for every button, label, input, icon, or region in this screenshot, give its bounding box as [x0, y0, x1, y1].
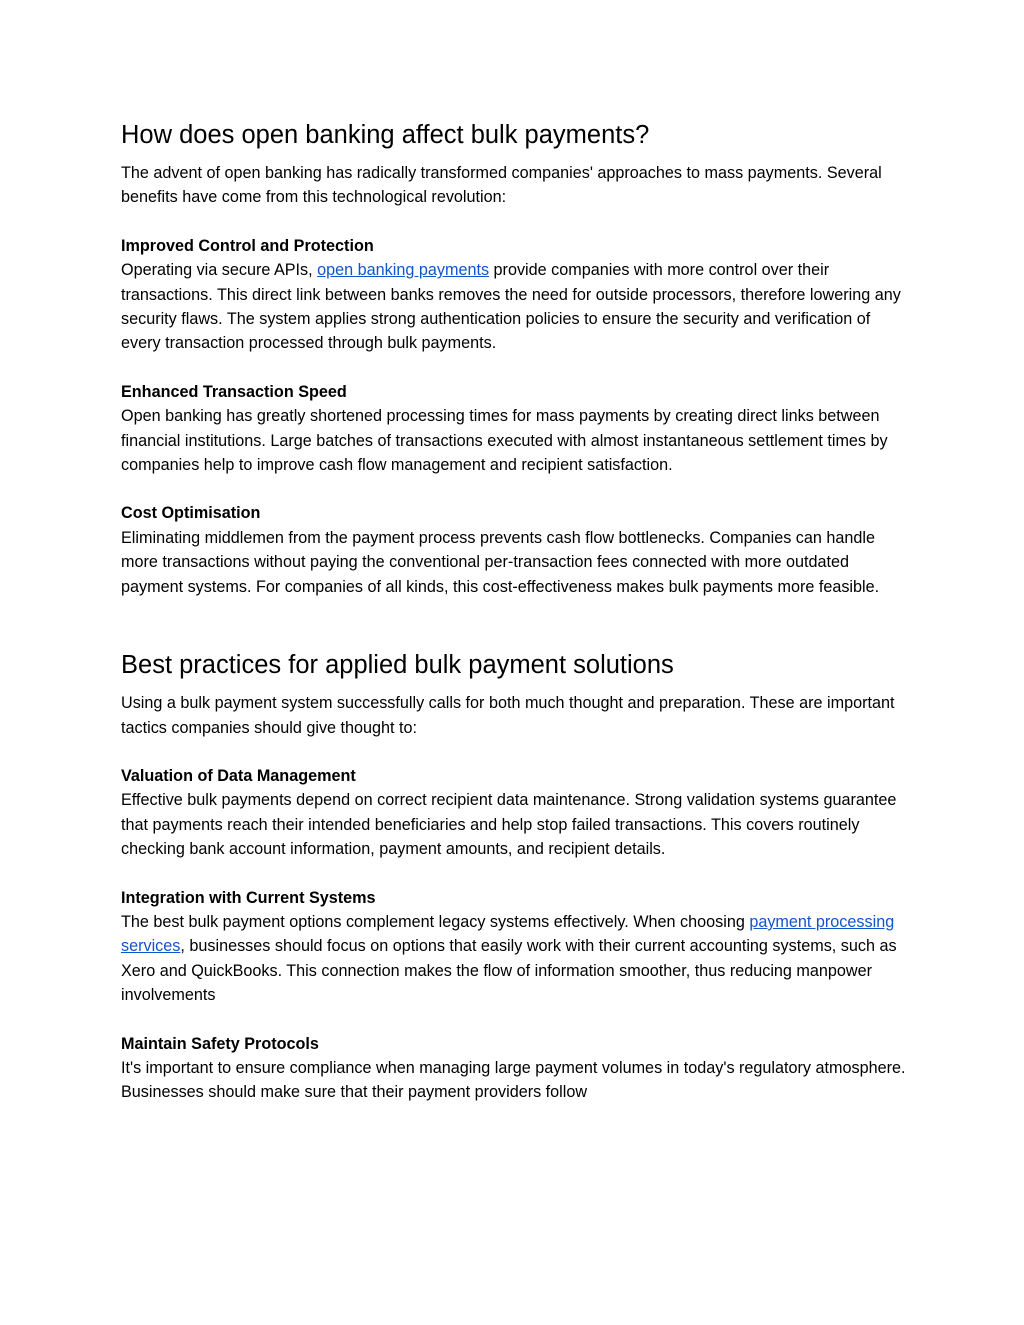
paragraph-transaction-speed: Open banking has greatly shortened processing times for mass payments by creating direct links between financial institutions. Large batches of transactions executed with almost instantaneous settlement times by companies help to improve cash flow management and recipient satisfaction.: [121, 407, 888, 475]
subheading-safety-protocols: Maintain Safety Protocols: [121, 1034, 319, 1053]
paragraph-integration: [121, 910, 911, 1008]
subheading-improved-control: Improved Control and Protection: [121, 236, 374, 255]
subheading-data-management: Valuation of Data Management: [121, 766, 356, 785]
subheading-cost-optimisation: Cost Optimisation: [121, 504, 261, 523]
paragraph-cost-optimisation: Eliminating middlemen from the payment process prevents cash flow bottlenecks. Companies can handle more transactions without paying the conventional per-transaction fees connected with more outdated payment systems. For companies of all kinds, this cost-effectiveness makes bulk payments more feasible.: [121, 528, 880, 596]
section-best-practices: [121, 649, 911, 1105]
section-heading: Best practices for applied bulk payment solutions: [121, 651, 674, 680]
paragraph-data-management: Effective bulk payments depend on correct recipient data maintenance. Strong validation systems guarantee that payments reach their intended beneficiaries and help stop failed transactions. This covers routinely checking bank account information, payment amounts, and recipient details.: [121, 791, 897, 859]
section-open-banking: [121, 119, 911, 599]
section-intro: The advent of open banking has radically transformed companies' approaches to mass payments. Several benefits have come from this technological revolution:: [121, 164, 882, 207]
document-page: [121, 119, 911, 1105]
subheading-integration: Integration with Current Systems: [121, 888, 376, 907]
paragraph-safety-protocols: It's important to ensure compliance when managing large payment volumes in today's regulatory atmosphere. Businesses should make sure that their payment providers follow: [121, 1058, 906, 1102]
section-intro: Using a bulk payment system successfully calls for both much thought and preparation. These are important tactics companies should give thought to:: [121, 694, 895, 737]
text-segment: The best bulk payment options complement legacy systems effectively. When choosing: [121, 912, 750, 931]
subheading-transaction-speed: Enhanced Transaction Speed: [121, 382, 347, 401]
text-segment: , businesses should focus on options that easily work with their current accounting systems, such as Xero and QuickBooks. This connection makes the flow of information smoother, thus reducing manpower involvements: [121, 937, 897, 1005]
text-segment: Operating via secure APIs,: [121, 261, 318, 280]
text-segment: provide companies with more control over their transactions. This direct link between banks removes the need for outside processors, therefore lowering any security flaws. The system applies strong authentication policies to ensure the security and verification of every transaction processed through bulk payments.: [121, 261, 901, 353]
link-open-banking-payments[interactable]: open banking payments: [317, 261, 490, 280]
section-heading: How does open banking affect bulk payments?: [121, 121, 650, 149]
link-payment-processing-services[interactable]: payment processing services: [121, 912, 895, 956]
paragraph-improved-control: [121, 258, 911, 356]
